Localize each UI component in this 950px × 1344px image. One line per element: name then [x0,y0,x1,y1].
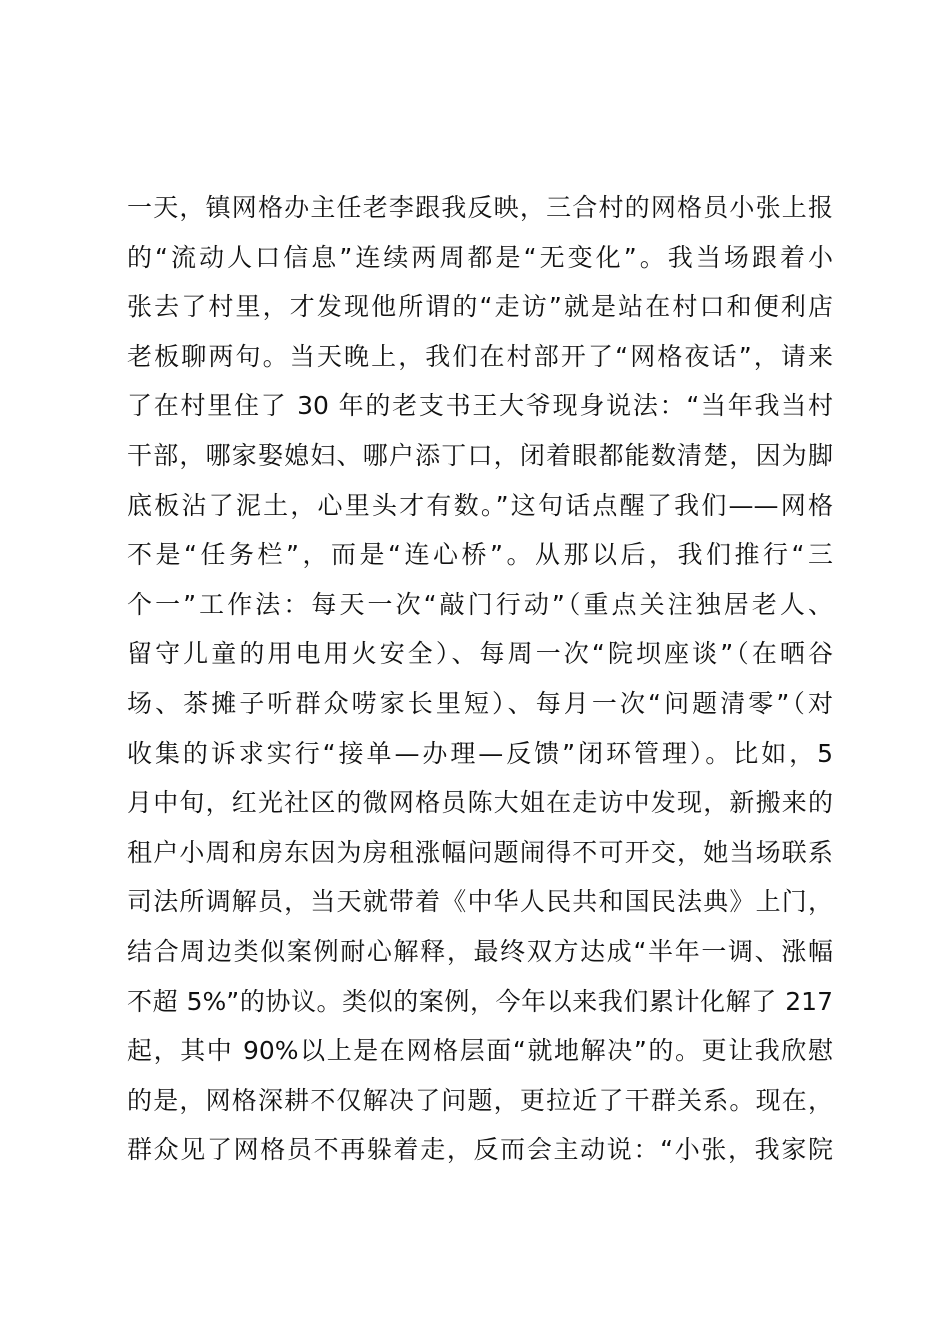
paragraph-line: 场、茶摊子听群众唠家长里短）、每月一次“问题清零”（对 [127,688,833,718]
paragraph-line: 个一”工作法：每天一次“敲门行动”（重点关注独居老人、 [127,589,833,619]
paragraph-line: 起，其中 90%以上是在网格层面“就地解决”的。更让我欣慰 [127,1036,833,1066]
body-paragraph [127,183,833,1175]
paragraph-line: 张去了村里，才发现他所谓的“走访”就是站在村口和便利店 [127,292,833,322]
paragraph-line: 的是，网格深耕不仅解决了问题，更拉近了干群关系。现在， [127,1085,833,1115]
paragraph-line: 租户小周和房东因为房租涨幅问题闹得不可开交，她当场联系 [127,837,833,867]
paragraph-line: 干部，哪家娶媳妇、哪户添丁口，闭着眼都能数清楚，因为脚 [127,440,833,470]
paragraph-line: 月中旬，红光社区的微网格员陈大姐在走访中发现，新搬来的 [127,788,833,818]
paragraph-line: 留守儿童的用电用火安全）、每周一次“院坝座谈”（在晒谷 [127,639,833,669]
paragraph-line: 老板聊两句。当天晚上，我们在村部开了“网格夜话”，请来 [127,341,833,371]
paragraph-line: 不是“任务栏”，而是“连心桥”。从那以后，我们推行“三 [127,540,833,570]
paragraph-line: 一天，镇网格办主任老李跟我反映，三合村的网格员小张上报 [127,193,833,222]
paragraph-line: 不超 5%”的协议。类似的案例，今年以来我们累计化解了 217 [127,986,833,1016]
paragraph-line: 收集的诉求实行“接单—办理—反馈”闭环管理）。比如，5 [127,738,833,768]
paragraph-line: 的“流动人口信息”连续两周都是“无变化”。我当场跟着小 [127,242,833,272]
paragraph-line: 结合周边类似案例耐心解释，最终双方达成“半年一调、涨幅 [127,936,833,966]
paragraph-line: 底板沾了泥土，心里头才有数。”这句话点醒了我们——网格 [127,490,833,520]
paragraph-line: 司法所调解员，当天就带着《中华人民共和国民法典》上门， [127,887,833,917]
paragraph-line: 了在村里住了 30 年的老支书王大爷现身说法：“当年我当村 [127,391,833,421]
paragraph-line: 群众见了网格员不再躲着走，反而会主动说：“小张，我家院 [127,1135,833,1165]
